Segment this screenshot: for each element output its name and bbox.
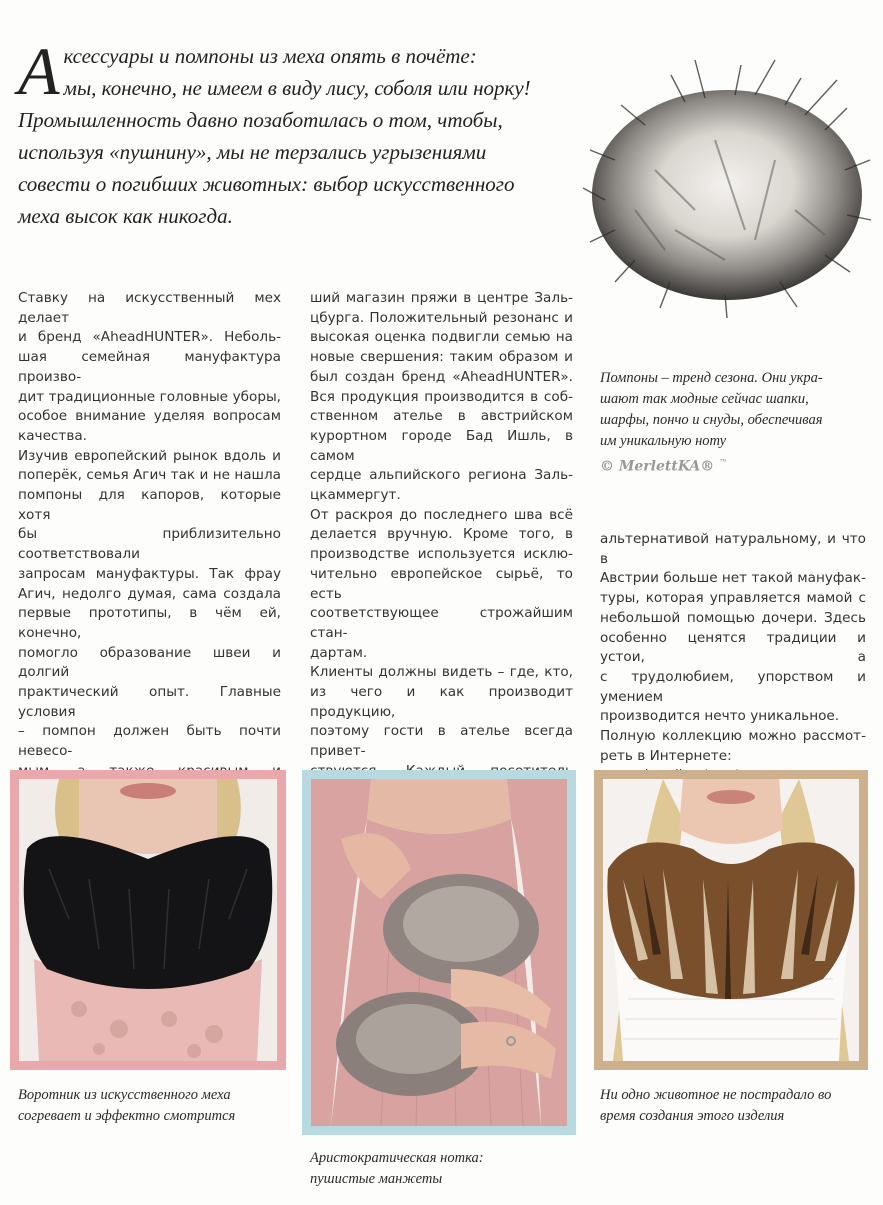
text-line: и бренд «AheadHUNTER». Неболь- [18, 329, 281, 346]
text-line: особое внимание уделяя вопросам [18, 408, 281, 425]
drop-cap: А [18, 33, 60, 109]
cuffs-caption [310, 1148, 570, 1190]
article-column-3 [600, 530, 866, 786]
text-line: сердце альпийского региона Заль- [310, 467, 573, 484]
article-column-2 [310, 289, 573, 841]
text-line: альтернативой натуральному, и что в [600, 531, 866, 567]
text-line: – помпон должен быть почти невесо- [18, 723, 281, 760]
text-line: Агич, недолго думая, сама создала [18, 585, 281, 602]
lead-line: ксессуары и помпоны из меха опять в почёте: [63, 44, 477, 68]
text-line: особенно ценятся традиции и устои, а [600, 629, 866, 666]
caption-line: шарфы, пончо и снуды, обеспечивая [600, 412, 823, 428]
watermark-text: © MerlettKA® [600, 458, 715, 475]
text-line: дартам. [310, 644, 368, 661]
watermark [600, 457, 727, 475]
text-line: высокая оценка подвигли семью на [310, 329, 573, 346]
text-line: курортном городе Бад Ишль, в самом [310, 427, 573, 464]
text-line: цкаммергут. [310, 487, 401, 504]
text-line: первые прототипы, в чём ей, конечно, [18, 605, 281, 641]
text-line: шая семейная мануфактура произво- [18, 349, 281, 385]
paragraph [18, 289, 281, 447]
caption-line: пушистые манжеты [310, 1171, 443, 1187]
text-line: реть в Интернете: [600, 747, 732, 764]
text-line: Австрии больше нет такой мануфак- [600, 570, 866, 587]
caption-line: Аристократическая нотка: [310, 1150, 484, 1166]
text-line: соответствующее строжайшим стан- [310, 605, 573, 641]
brown-collar-caption [600, 1085, 870, 1127]
caption-line: Воротник из искусственного меха [18, 1087, 231, 1103]
text-line: производстве используется исклю- [310, 546, 573, 563]
lead-line: мы, конечно, не имеем в виду лису, соболя или норку! [63, 76, 531, 100]
text-line: помпоны для капоров, которые хотя [18, 487, 281, 523]
caption-line: время создания этого изделия [600, 1108, 785, 1124]
text-line: Полную коллекцию можно рассмот- [600, 728, 866, 745]
caption-line: им уникальную ноту [600, 433, 727, 449]
text-line: с трудолюбием, упорством и умением [600, 668, 866, 705]
text-line: поперёк, семья Агич так и не нашла [18, 467, 281, 484]
text-line: бы приблизительно соответствовали [18, 526, 281, 563]
trademark-sign: ™ [719, 457, 728, 467]
text-line: поэтому гости в ателье всегда привет- [310, 723, 573, 760]
text-line: дит традиционные головные уборы, [18, 388, 281, 405]
text-line: ственном ателье в австрийском [310, 408, 573, 425]
text-line: Изучив европейский рынок вдоль и [18, 447, 281, 464]
text-line: производится нечто уникальное. [600, 708, 840, 725]
text-line: От раскроя до последнего шва всё [310, 506, 573, 523]
paragraph [310, 289, 573, 506]
lead-paragraph [18, 33, 578, 232]
caption-line: Помпоны – тренд сезона. Они укра- [600, 370, 823, 386]
pompon-photo [575, 20, 875, 320]
text-line: делается вручную. Кроме того, в [310, 526, 573, 543]
pompon-caption [600, 368, 870, 452]
caption-line: Ни одно животное не пострадало во [600, 1087, 832, 1103]
black-collar-caption [18, 1085, 288, 1127]
lead-line: меха высок как никогда. [18, 204, 233, 228]
text-line: чительно европейское сырьё, то есть [310, 565, 573, 602]
text-line: запросам мануфактуры. Так фрау [18, 565, 281, 582]
text-line: туры, которая управляется мамой с [600, 590, 866, 607]
text-line: был создан бренд «AheadHUNTER». [310, 368, 573, 385]
text-line: ший магазин пряжи в центре Заль- [310, 290, 573, 306]
text-line: из чего и как производит продукцию, [310, 684, 573, 720]
black-collar-photo [10, 770, 286, 1070]
caption-line: согревает и эффектно смотрится [18, 1108, 236, 1124]
text-line: Ставку на искусственный мех делает [18, 290, 281, 326]
brown-collar-photo [594, 770, 868, 1070]
caption-line: шают так модные сейчас шапки, [600, 391, 809, 407]
text-line: качества. [18, 427, 87, 444]
paragraph [310, 506, 573, 664]
text-line: цбурга. Положительный резонанс и [310, 309, 573, 326]
text-line: Клиенты должны видеть – где, кто, [310, 664, 573, 681]
text-line: небольшой помощью дочери. Здесь [600, 609, 866, 626]
lead-line: совести о погибших животных: выбор искусственного [18, 172, 515, 196]
lead-line: используя «пушнину», мы не терзались угрызениями [18, 140, 487, 164]
lead-line: Промышленность давно позаботилась о том, чтобы, [18, 108, 503, 132]
text-line: практический опыт. Главные условия [18, 684, 281, 720]
paragraph [600, 530, 866, 727]
text-line: помогло образование швеи и долгий [18, 644, 281, 681]
text-line: новые свершения: таким образом и [310, 349, 573, 366]
text-line: Вся продукция производится в соб- [310, 388, 573, 405]
fur-cuffs-photo [302, 770, 576, 1135]
